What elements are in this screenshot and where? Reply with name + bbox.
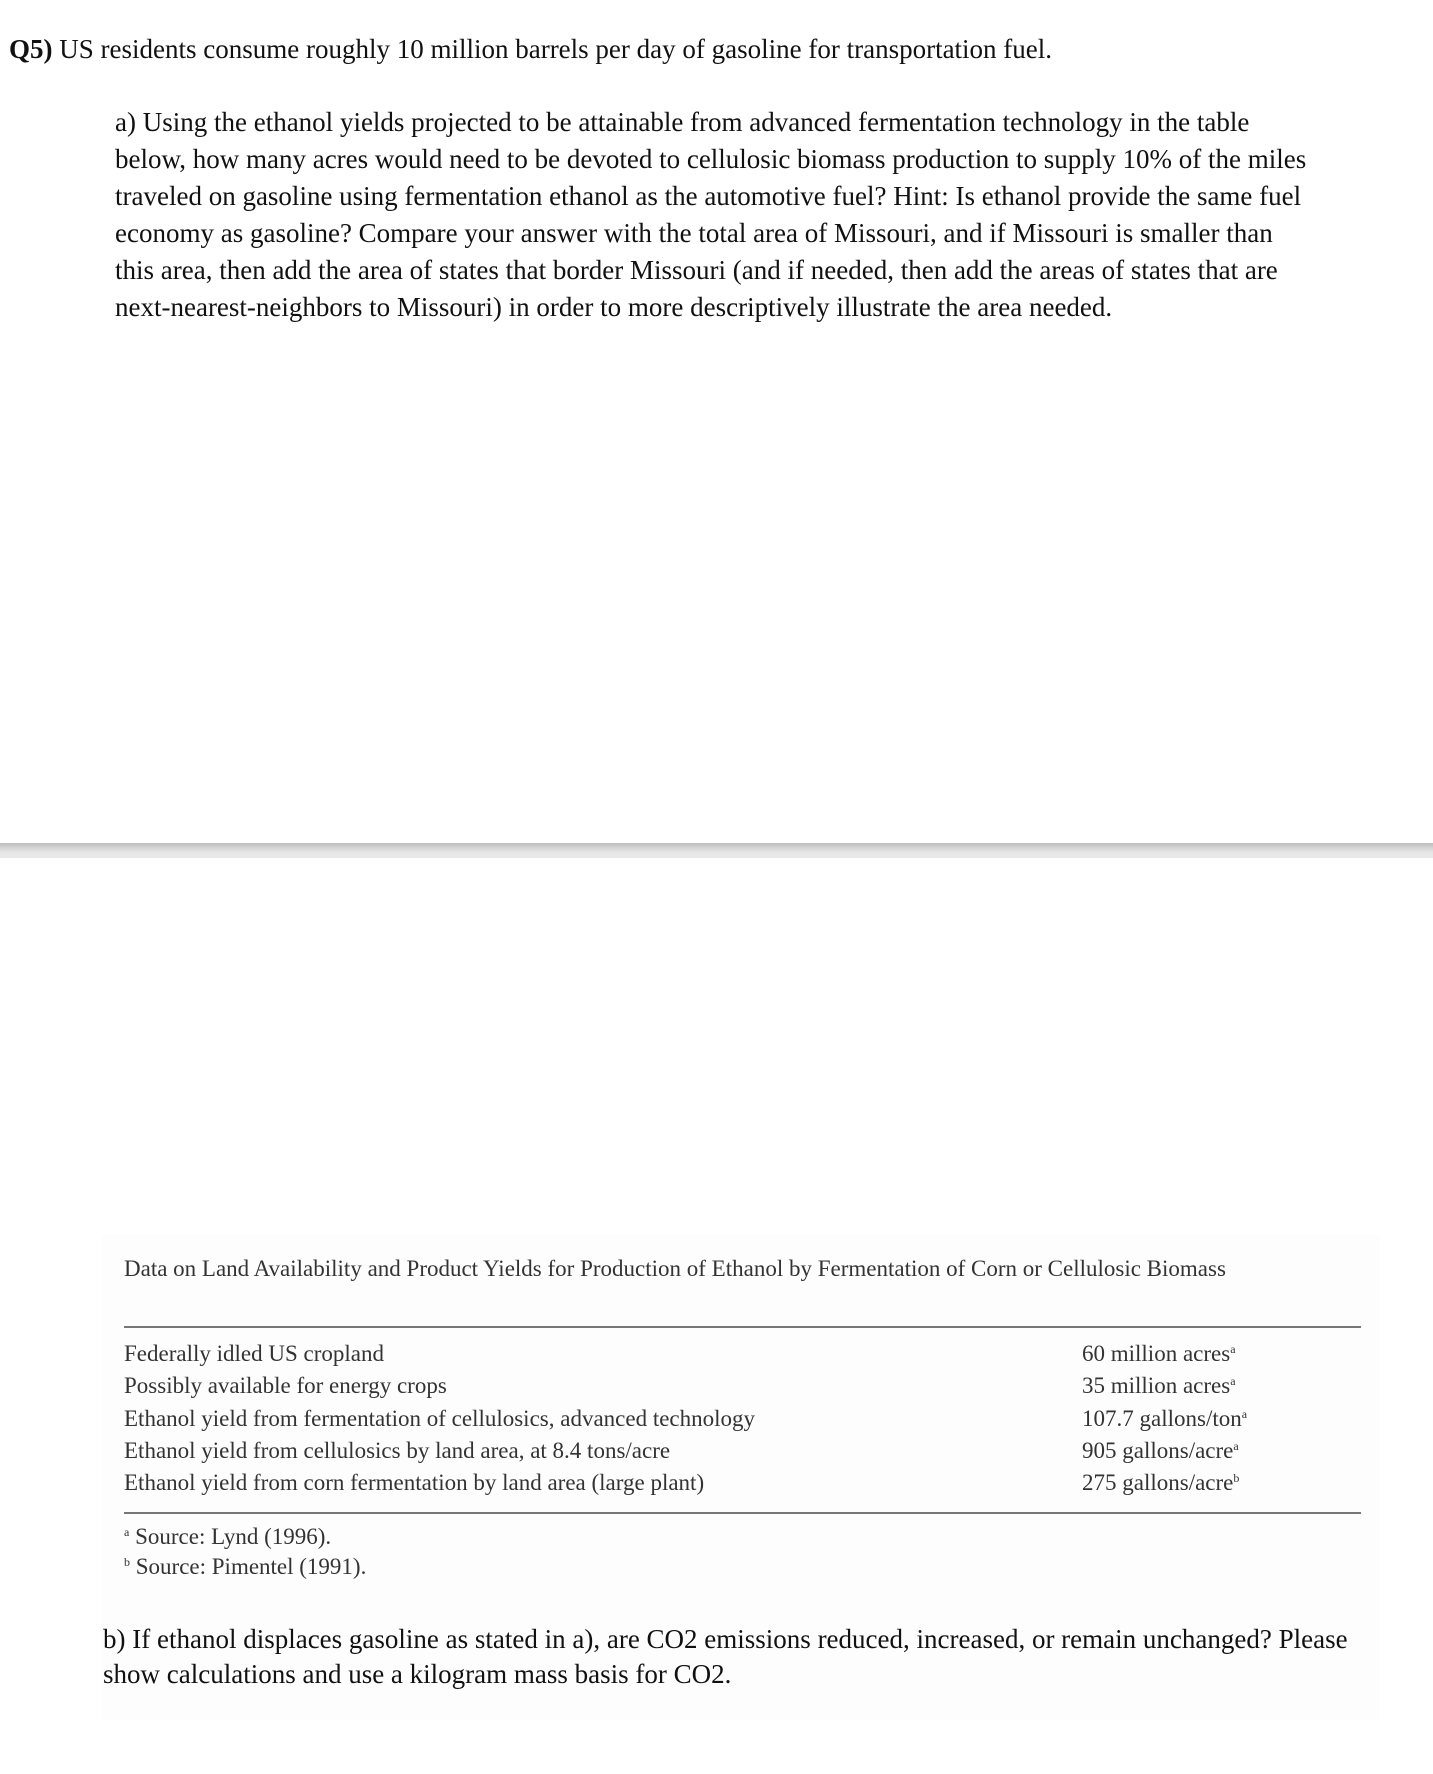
table-row	[124, 1438, 1361, 1470]
row-note: a	[1230, 1374, 1236, 1388]
table-bottom-rule	[124, 1512, 1361, 1514]
part-b-text: b) If ethanol displaces gasoline as stated in a), are CO2 emissions reduced, increased, or remain unchanged? Please show calculations and use a kilogram mass basis for CO2.	[103, 1624, 1348, 1689]
table-row	[124, 1373, 1361, 1405]
row-label: Ethanol yield from fermentation of cellulosics, advanced technology	[124, 1406, 756, 1431]
table-title: Data on Land Availability and Product Yields for Production of Ethanol by Fermentation of Corn or Cellulosic Biomass	[124, 1256, 1226, 1281]
row-note: a	[1241, 1407, 1248, 1421]
part-a-text: a) Using the ethanol yields projected to be attainable from advanced fermentation technology in the table below, how many acres would need to be devoted to cellulosic biomass production to supply 10% of the miles traveled on gasoline using fermentation ethanol as the automotive fuel? Hint: Is ethanol provide the same fuel economy as gasoline? Compare your answer with the total area of Missouri, and if Missouri is smaller than this area, then add the area of states that border Missouri (and if needed, then add the areas of states that are next-nearest-neighbors to Missouri) in order to more descriptively illustrate the area needed.	[115, 107, 1307, 322]
row-value: 107.7 gallons/ton	[1082, 1406, 1242, 1431]
question-label: Q5)	[9, 34, 53, 64]
row-label: Ethanol yield from cellulosics by land area, at 8.4 tons/acre	[124, 1438, 671, 1463]
row-label: Federally idled US cropland	[124, 1341, 384, 1366]
question-header	[9, 34, 1052, 65]
footnote-mark: b	[124, 1555, 130, 1569]
table-row	[124, 1406, 1361, 1438]
row-note: a	[1233, 1439, 1239, 1453]
row-label: Ethanol yield from corn fermentation by land area (large plant)	[124, 1470, 705, 1495]
row-value: 60 million acres	[1082, 1341, 1231, 1366]
footnote-text: Source: Pimentel (1991).	[135, 1554, 367, 1579]
footnote	[124, 1554, 366, 1580]
table-row	[124, 1470, 1361, 1502]
table-top-rule	[124, 1326, 1361, 1328]
question-text: US residents consume roughly 10 million barrels per day of gasoline for transportation fuel.	[59, 34, 1053, 64]
row-value: 905 gallons/acre	[1082, 1438, 1234, 1463]
footnote-text: Source: Lynd (1996).	[135, 1524, 332, 1549]
row-value: 35 million acres	[1082, 1373, 1231, 1398]
table-row	[124, 1341, 1361, 1373]
row-note: b	[1233, 1471, 1240, 1485]
footnote-mark: a	[124, 1525, 130, 1539]
page-divider	[0, 843, 1433, 858]
row-value: 275 gallons/acre	[1082, 1470, 1234, 1495]
footnote	[124, 1524, 331, 1550]
row-label: Possibly available for energy crops	[124, 1373, 447, 1398]
row-note: a	[1230, 1342, 1236, 1356]
